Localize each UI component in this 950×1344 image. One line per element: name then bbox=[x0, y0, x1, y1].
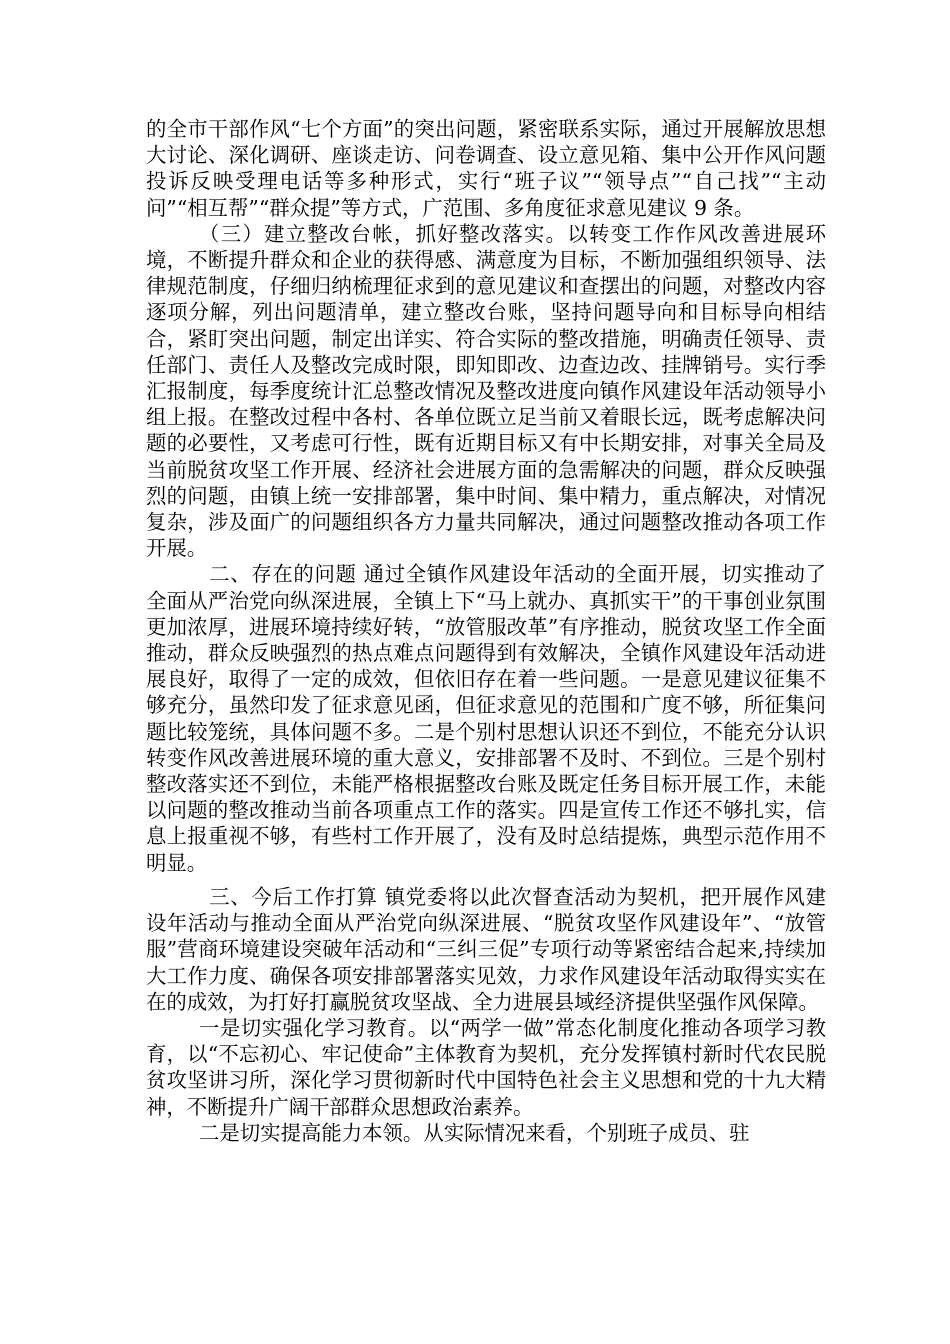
document-page bbox=[146, 116, 826, 1146]
paragraph-6-ability: 二是切实提高能力本领。从实际情况来看，个别班子成员、驻 bbox=[199, 1120, 750, 1145]
paragraph-5-study-education: 一是切实强化学习教育。以“两学一做”常态化制度化推动各项学习教育，以“不忘初心、牢记使命”主体教育为契机，充分发挥镇村新时代农民脱贫攻坚讲习所，深化学习贯彻新时代中国特色社会主义思想和党的十九大精神，不断提升广阔干部群众思想政治素养。 bbox=[146, 1015, 826, 1119]
paragraph-1: 的全市干部作风“七个方面”的突出问题，紧密联系实际，通过开展解放思想大讨论、深化调研、座谈走访、问卷调查、设立意见箱、集中公开作风问题投诉反映受理电话等多种形式，实行“班子议”“领导点”“自己找”“主动问”“相互帮”“群众提”等方式，广范围、多角度征求意见建议 9 条。 bbox=[146, 117, 826, 220]
paragraph-4-future-plans: 三、今后工作打算 镇党委将以此次督查活动为契机，把开展作风建设年活动与推动全面从严治党向纵深进展、“脱贫攻坚作风建设年”、“放管服”营商环境建设突破年活动和“三纠三促”专项行动等紧密结合起来,持续加大工作力度、确保各项安排部署落实见效，力求作风建设年活动取得实实在在的成效，为打好打赢脱贫攻坚战、全力进展县域经济提供坚强作风保障。 bbox=[146, 884, 826, 1014]
paragraph-3-existing-problems: 二、存在的问题 通过全镇作风建设年活动的全面开展，切实推动了全面从严治党向纵深进展，全镇上下“马上就办、真抓实干”的干事创业氛围更加浓厚，进展环境持续好转，“放管服改革”有序推动，脱贫攻坚工作全面推动，群众反映强烈的热点难点问题得到有效解决，全镇作风建设年活动进展良好，取得了一定的成效，但依旧存在着一些问题。一是意见建议征集不够充分，虽然印发了征求意见函，但征求意见的范围和广度不够，所征集问题比较笼统，具体问题不多。二是个别村思想认识还不到位，不能充分认识转变作风改善进展环境的重大意义，安排部署不及时、不到位。三是个别村整改落实还不到位，未能严格根据整改台账及既定任务目标开展工作，未能以问题的整改推动当前各项重点工作的落实。四是宣传工作还不够扎实，信息上报重视不够，有些村工作开展了，没有及时总结提炼，典型示范作用不明显。 bbox=[146, 562, 826, 875]
paragraph-2-rectification-ledger: （三）建立整改台帐，抓好整改落实。以转变工作作风改善进展环境，不断提升群众和企业的获得感、满意度为目标，不断加强组织领导、法律规范制度，仔细归纳梳理征求到的意见建议和查摆出的问题，对整改内容逐项分解，列出问题清单，建立整改台账，坚持问题导向和目标导向相结合，紧盯突出问题，制定出详实、符合实际的整改措施，明确责任领导、责任部门、责任人及整改完成时限，即知即改、边查边改、挂牌销号。实行季汇报制度，每季度统计汇总整改情况及整改进度向镇作风建设年活动领导小组上报。在整改过程中各村、各单位既立足当前又着眼长远，既考虑解决问题的必要性，又考虑可行性，既有近期目标又有中长期安排，对事关全局及当前脱贫攻坚工作开展、经济社会进展方面的急需解决的问题，群众反映强烈的问题，由镇上统一安排部署，集中时间、集中精力，重点解决，对情况复杂，涉及面广的问题组织各方力量共同解决，通过问题整改推动各项工作开展。 bbox=[146, 221, 826, 561]
